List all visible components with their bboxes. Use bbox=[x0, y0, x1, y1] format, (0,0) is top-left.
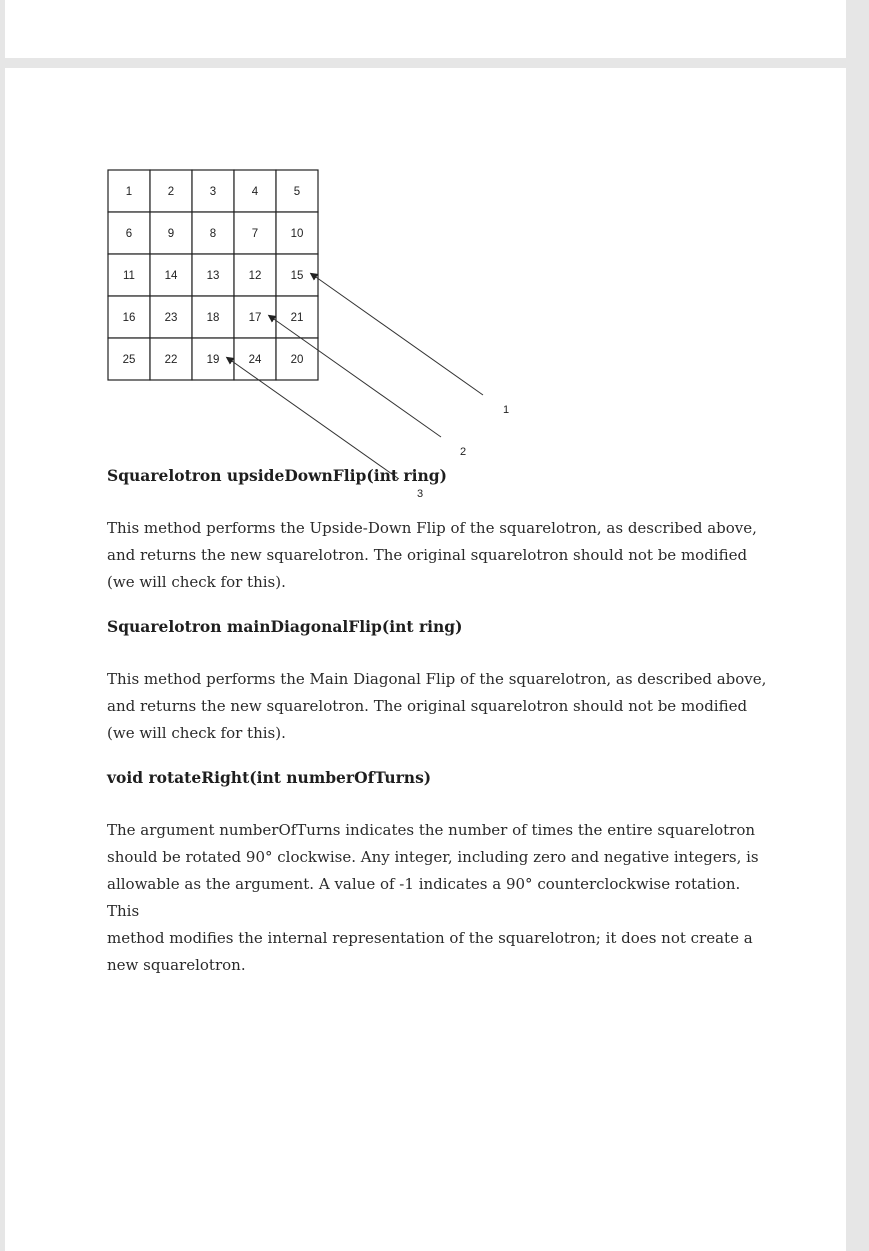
grid-cell-value: 4 bbox=[251, 186, 259, 198]
text-line: method modifies the internal representation of the squarelotron; it does not create a bbox=[107, 929, 753, 947]
previous-page-bottom bbox=[5, 0, 846, 58]
grid-cell-value: 20 bbox=[290, 354, 304, 366]
text-line: and returns the new squarelotron. The original squarelotron should not be modified bbox=[107, 697, 748, 715]
grid-cell-value: 10 bbox=[290, 228, 304, 240]
grid-cell-value: 23 bbox=[164, 312, 178, 324]
method-heading-rotate-right: void rotateRight(int numberOfTurns) bbox=[107, 768, 432, 787]
grid-cell-value: 25 bbox=[122, 354, 136, 366]
text-line: new squarelotron. bbox=[107, 956, 246, 974]
text-line: allowable as the argument. A value of -1 indicates a 90° counterclockwise rotation. This bbox=[107, 875, 741, 920]
grid-cell-value: 19 bbox=[206, 354, 220, 366]
diagonal-label-3: 3 bbox=[417, 488, 424, 500]
grid-cell-value: 24 bbox=[248, 354, 262, 366]
grid-cell-value: 12 bbox=[248, 270, 262, 282]
grid-cell-value: 14 bbox=[164, 270, 178, 282]
diagonal-line-1 bbox=[313, 275, 483, 395]
method-description-rotate-right bbox=[107, 817, 767, 979]
text-line: The argument numberOfTurns indicates the number of times the entire squarelotron bbox=[107, 821, 756, 839]
text-line: should be rotated 90° clockwise. Any integer, including zero and negative integers, is bbox=[107, 848, 759, 866]
grid-cell-value: 3 bbox=[209, 186, 217, 198]
text-line: This method performs the Main Diagonal Flip of the squarelotron, as described above, bbox=[107, 670, 767, 688]
grid-cell-value: 18 bbox=[206, 312, 220, 324]
grid-cell-value: 1 bbox=[125, 186, 133, 198]
grid-cell-value: 6 bbox=[125, 228, 133, 240]
grid-cell-value: 16 bbox=[122, 312, 136, 324]
grid-cell-value: 13 bbox=[206, 270, 220, 282]
grid-cell-value: 8 bbox=[209, 228, 217, 240]
method-descriptions bbox=[107, 465, 767, 979]
diagonal-label-1: 1 bbox=[503, 404, 510, 416]
text-line: (we will check for this). bbox=[107, 724, 286, 742]
grid-cell-value: 17 bbox=[248, 312, 262, 324]
text-line: and returns the new squarelotron. The original squarelotron should not be modified bbox=[107, 546, 748, 564]
method-heading-upside-down-flip: Squarelotron upsideDownFlip(int ring) bbox=[107, 466, 447, 485]
method-heading-main-diagonal-flip: Squarelotron mainDiagonalFlip(int ring) bbox=[107, 617, 463, 636]
diagonal-label-2: 2 bbox=[460, 446, 467, 458]
grid-cell-value: 2 bbox=[167, 186, 175, 198]
grid-cell-value: 22 bbox=[164, 354, 178, 366]
grid-cell-value: 7 bbox=[251, 228, 259, 240]
document-page bbox=[5, 68, 846, 1251]
method-description-main-diagonal-flip bbox=[107, 666, 767, 747]
grid-cell-value: 5 bbox=[293, 186, 301, 198]
grid-cell-value: 21 bbox=[290, 312, 304, 324]
grid-cell-value: 9 bbox=[167, 228, 175, 240]
grid-cell-value: 15 bbox=[290, 270, 304, 282]
text-line: (we will check for this). bbox=[107, 573, 286, 591]
method-description-upside-down-flip bbox=[107, 515, 767, 596]
grid-cell-value: 11 bbox=[123, 270, 135, 282]
text-line: This method performs the Upside-Down Flip of the squarelotron, as described above, bbox=[107, 519, 757, 537]
